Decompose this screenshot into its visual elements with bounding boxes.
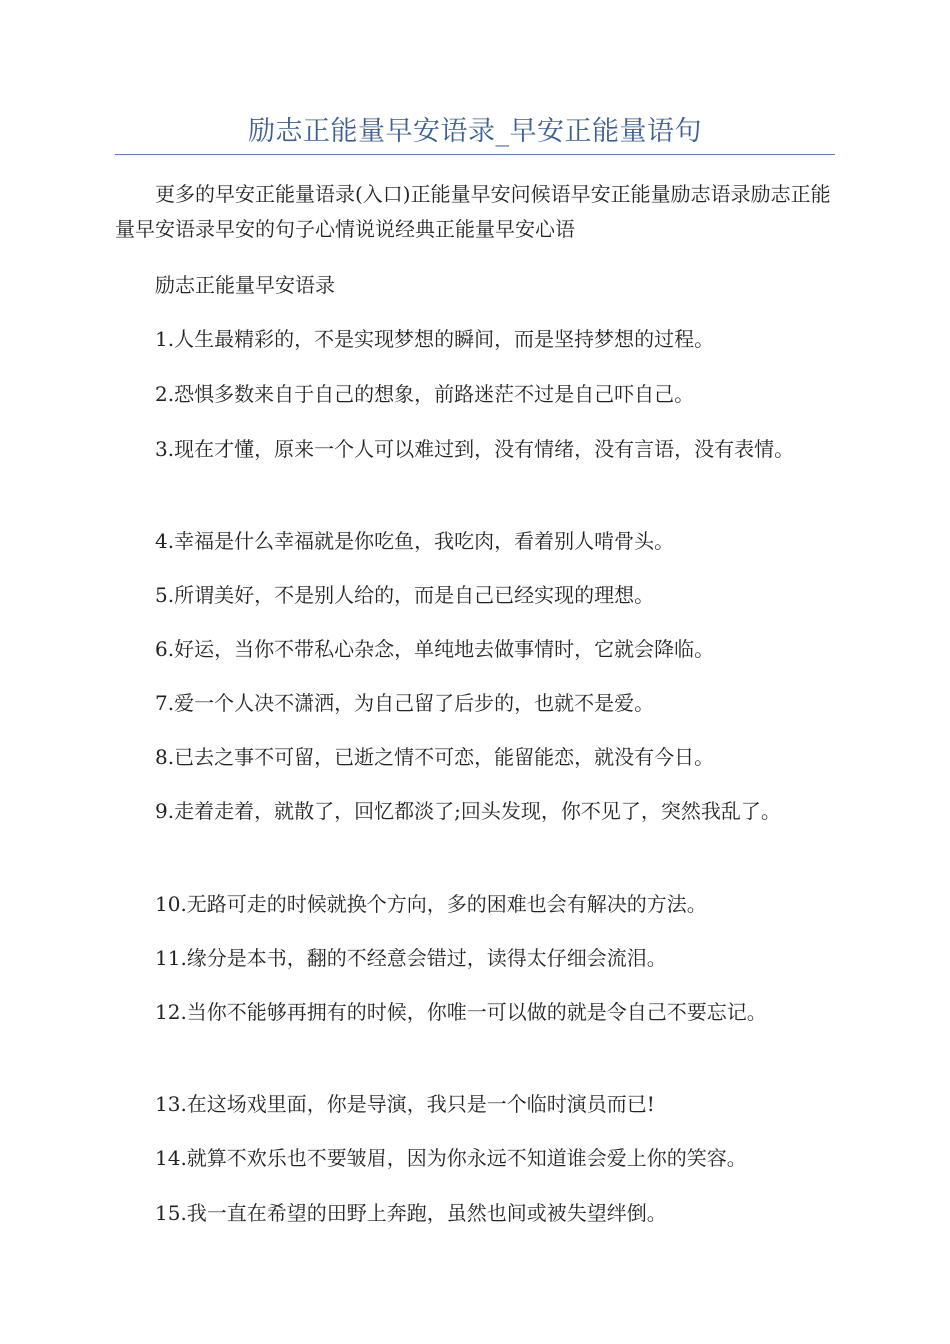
quote-item: 11.缘分是本书，翻的不经意会错过，读得太仔细会流泪。	[155, 946, 667, 970]
quote-item: 6.好运，当你不带私心杂念，单纯地去做事情时，它就会降临。	[155, 637, 715, 661]
quote-item: 12.当你不能够再拥有的时候，你唯一可以做的就是令自己不要忘记。	[155, 1000, 767, 1024]
section-heading: 励志正能量早安语录	[155, 273, 335, 297]
quote-item: 13.在这场戏里面，你是导演，我只是一个临时演员而已!	[155, 1092, 655, 1116]
quote-item: 1.人生最精彩的，不是实现梦想的瞬间，而是坚持梦想的过程。	[155, 327, 715, 351]
quote-item: 5.所谓美好，不是别人给的，而是自己已经实现的理想。	[155, 583, 655, 607]
quote-item: 9.走着走着，就散了，回忆都淡了;回头发现，你不见了，突然我乱了。	[155, 799, 781, 823]
quote-item: 15.我一直在希望的田野上奔跑，虽然也间或被失望绊倒。	[155, 1201, 667, 1225]
title-underline	[115, 154, 835, 155]
quote-item: 14.就算不欢乐也不要皱眉，因为你永远不知道谁会爱上你的笑容。	[155, 1146, 747, 1170]
intro-paragraph: 更多的早安正能量语录(入口)正能量早安问候语早安正能量励志语录励志正能量早安语录早安的句子心情说说经典正能量早安心语	[115, 182, 831, 241]
quote-item: 7.爱一个人决不潇洒，为自己留了后步的，也就不是爱。	[155, 691, 655, 715]
quote-item: 10.无路可走的时候就换个方向，多的困难也会有解决的方法。	[155, 892, 707, 916]
quote-item: 2.恐惧多数来自于自己的想象，前路迷茫不过是自己吓自己。	[155, 382, 695, 406]
quote-item: 4.幸福是什么幸福就是你吃鱼，我吃肉，看着别人啃骨头。	[155, 529, 675, 553]
quote-item: 3.现在才懂，原来一个人可以难过到，没有情绪，没有言语，没有表情。	[155, 437, 795, 461]
document-title: 励志正能量早安语录_早安正能量语句	[248, 116, 702, 147]
quote-item: 8.已去之事不可留，已逝之情不可恋，能留能恋，就没有今日。	[155, 745, 715, 769]
